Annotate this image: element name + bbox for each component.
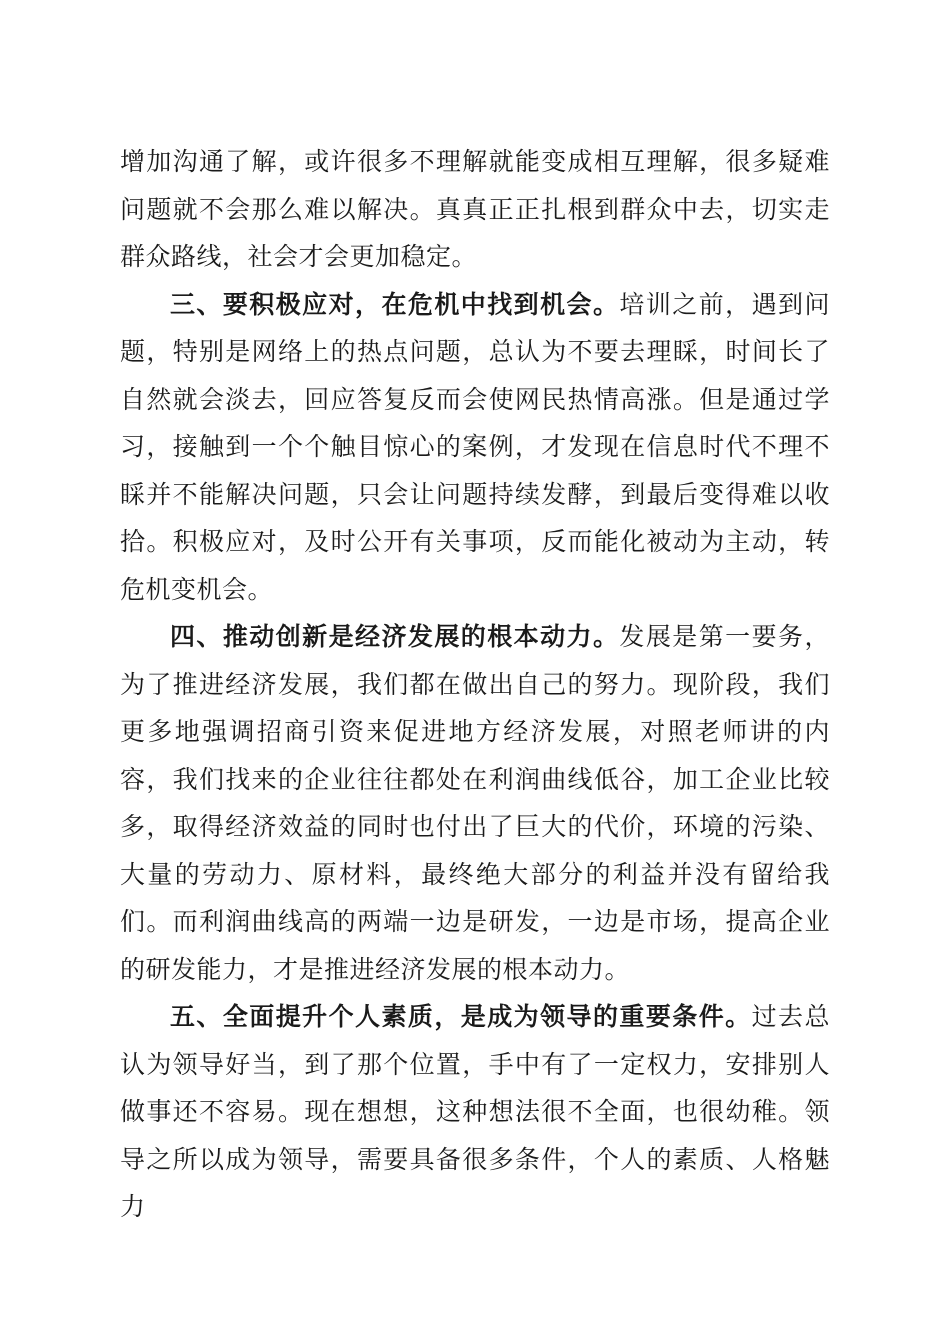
paragraph-body: 发展是第一要务，为了推进经济发展，我们都在做出自己的努力。现阶段，我们更多地强调招商引资来促进地方经济发展，对照老师讲的内容，我们找来的企业往往都处在利润曲线低谷，加工企业比较多，取得经济效益的同时也付出了巨大的代价，环境的污染、大量的劳动力、原材料，最终绝大部分的利益并没有留给我们。而利润曲线高的两端一边是研发，一边是市场，提高企业的研发能力，才是推进经济发展的根本动力。 bbox=[120, 622, 830, 984]
document-body bbox=[120, 138, 830, 1231]
paragraph-section-5 bbox=[120, 993, 830, 1231]
paragraph-body: 过去总认为领导好当，到了那个位置，手中有了一定权力，安排别人做事还不容易。现在想想，这种想法很不全面，也很幼稚。领导之所以成为领导，需要具备很多条件，个人的素质、人格魅力 bbox=[120, 1002, 830, 1221]
paragraph-continuation bbox=[120, 138, 830, 281]
section-heading: 四、推动创新是经济发展的根本动力。 bbox=[170, 622, 620, 651]
section-heading: 五、全面提升个人素质，是成为领导的重要条件。 bbox=[170, 1002, 752, 1031]
section-heading: 三、要积极应对，在危机中找到机会。 bbox=[170, 289, 620, 319]
paragraph-body: 培训之前，遇到问题，特别是网络上的热点问题，总认为不要去理睬，时间长了自然就会淡去，回应答复反而会使网民热情高涨。但是通过学习，接触到一个个触目惊心的案例，才发现在信息时代不理不睬并不能解决问题，只会让问题持续发酵，到最后变得难以收拾。积极应对，及时公开有关事项，反而能化被动为主动，转危机变机会。 bbox=[120, 289, 830, 604]
paragraph-section-3 bbox=[120, 281, 830, 614]
paragraph-section-4 bbox=[120, 613, 830, 993]
paragraph-body: 增加沟通了解，或许很多不理解就能变成相互理解，很多疑难问题就不会那么难以解决。真真正正扎根到群众中去，切实走群众路线，社会才会更加稳定。 bbox=[120, 147, 830, 271]
